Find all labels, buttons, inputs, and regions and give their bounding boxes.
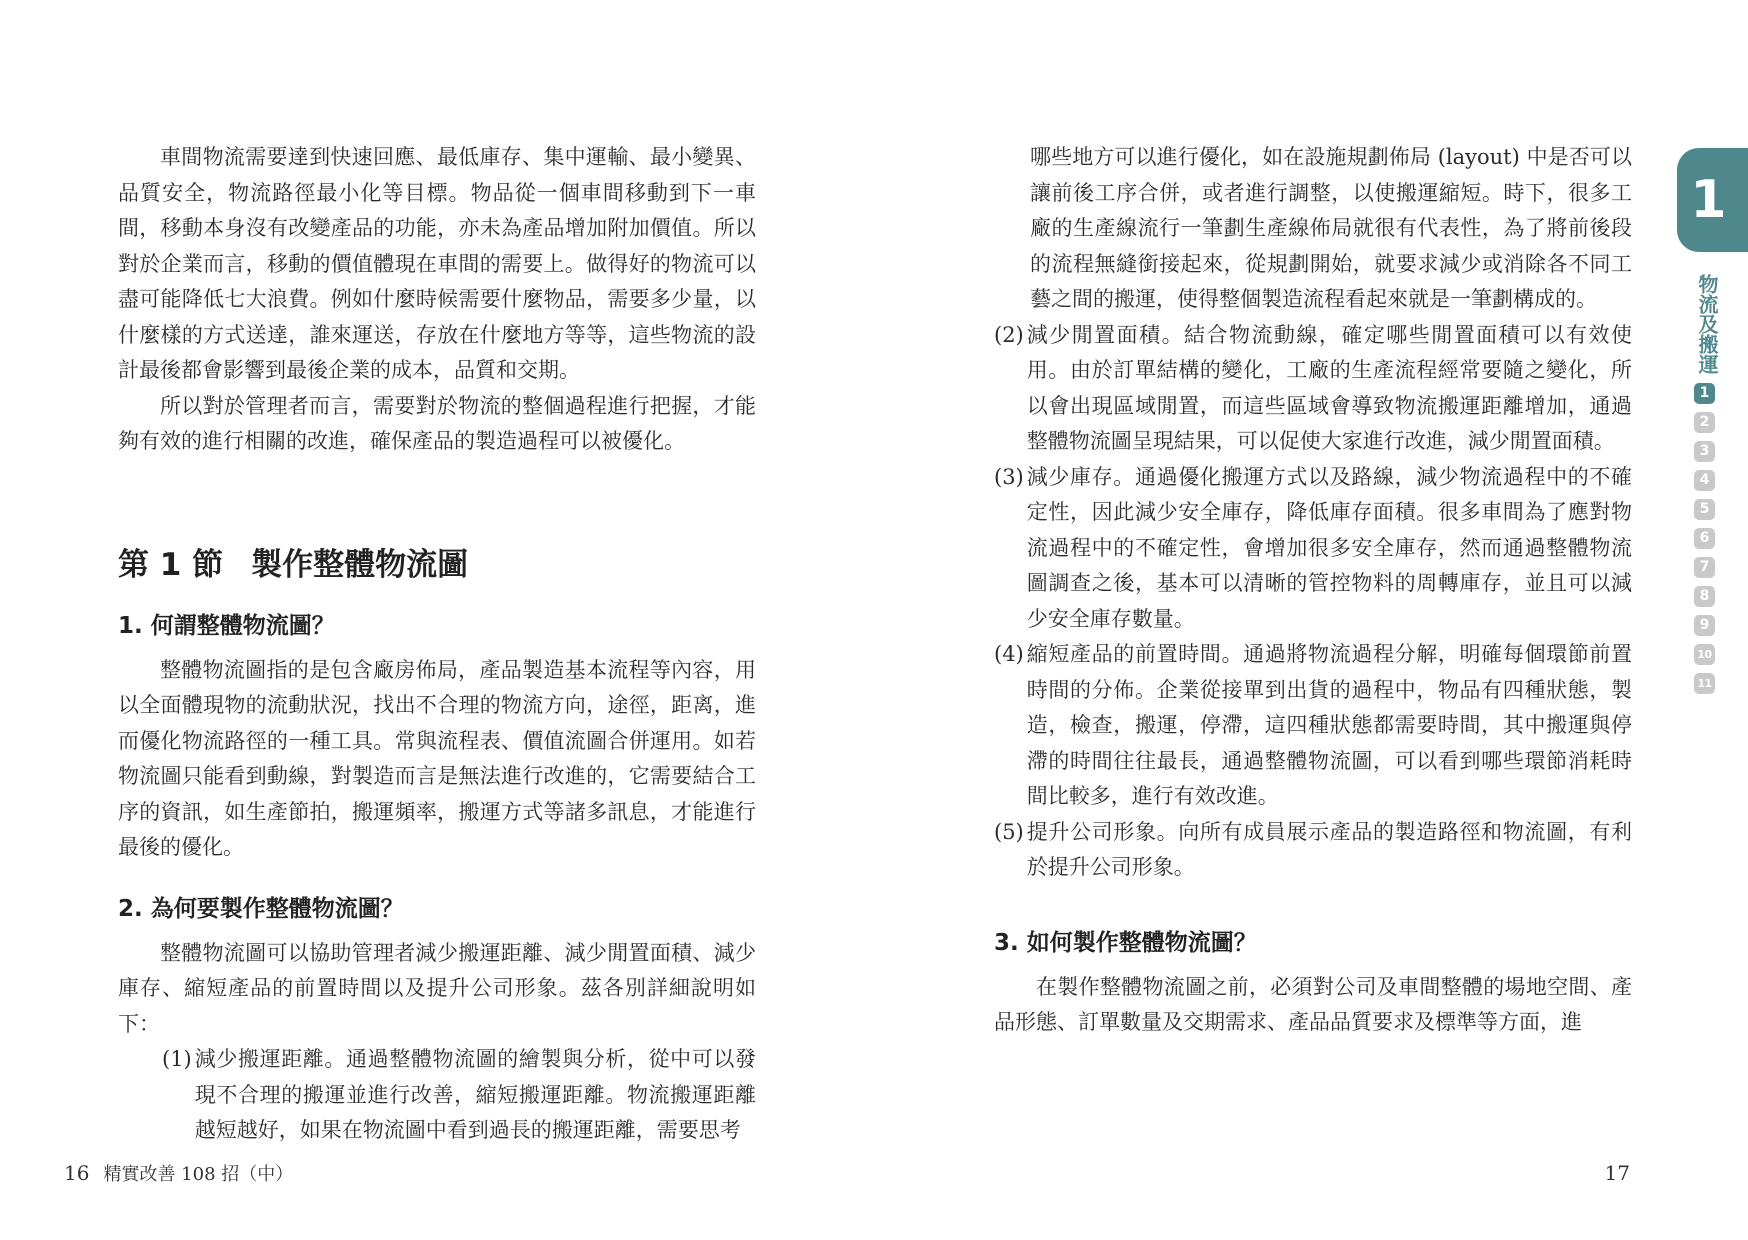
right-page-body: [994, 140, 1632, 1041]
list-item-5-text: 提升公司形象。向所有成員展示產品的製造路徑和物流圖，有利於提升公司形象。: [1026, 819, 1632, 879]
chapter-nav-item-2[interactable]: 2: [1694, 412, 1715, 433]
chapter-nav-item-8[interactable]: 8: [1694, 586, 1715, 607]
right-footer: [1605, 1161, 1630, 1185]
list-item-1: [118, 1042, 756, 1149]
chapter-nav-item-1[interactable]: 1: [1694, 383, 1715, 404]
section-heading: [118, 545, 756, 585]
chapter-nav-item-3[interactable]: 3: [1694, 441, 1715, 462]
list-item-1-continued: 哪些地方可以進行優化，如在設施規劃佈局 (layout) 中是否可以讓前後工序合併，或者進行調整，以使搬運縮短。時下，很多工廠的生產線流行一筆劃生產線佈局就很有代表性，為了將前後段的流程無縫銜接起來，從規劃開始，就要求減少或消除各不同工藝之間的搬運，使得整個製造流程看起來就是一筆劃構成的。: [1030, 145, 1632, 311]
chapter-nav-item-10[interactable]: 10: [1694, 644, 1715, 665]
right-page: [874, 0, 1748, 1240]
subsection-3-title: 3. 如何製作整體物流圖？: [994, 929, 1257, 956]
subsection-2-title: 2. 為何要製作整體物流圖？: [118, 895, 404, 922]
list-item-2-text: 減少閒置面積。結合物流動線，確定哪些閒置面積可以有效使用。由於訂單結構的變化，工廠的生產流程經常要隨之變化，所以會出現區域閒置，而這些區域會導致物流搬運距離增加，通過整體物流圖呈現結果，可以促使大家進行改進，減少閒置面積。: [1026, 322, 1632, 453]
book-title: 精實改善 108 招（中）: [103, 1164, 294, 1185]
list-item-5-number: (5): [994, 819, 1024, 844]
chapter-nav-item-4[interactable]: 4: [1694, 470, 1715, 491]
right-page-number: 17: [1604, 1161, 1630, 1185]
chapter-nav-item-6[interactable]: 6: [1694, 528, 1715, 549]
intro-paragraph-2: 所以對於管理者而言，需要對於物流的整個過程進行把握，才能夠有效的進行相關的改進，確保產品的製造過程可以被優化。: [118, 393, 756, 453]
list-item-3-text: 減少庫存。通過優化搬運方式以及路線，減少物流過程中的不確定性，因此減少安全庫存，降低庫存面積。很多車間為了應對物流過程中的不確定性，會增加很多安全庫存，然而通過整體物流圖調查之後，基本可以清晰的管控物料的周轉庫存，並且可以減少安全庫存數量。: [1026, 464, 1632, 631]
chapter-nav: [1694, 383, 1718, 702]
left-footer: [64, 1161, 293, 1187]
subsection-1-title: 1. 何謂整體物流圖？: [118, 612, 335, 639]
list-item-1-text: 減少搬運距離。通過整體物流圖的繪製與分析，從中可以發現不合理的搬運並進行改善，縮短搬運距離。物流搬運距離越短越好，如果在物流圖中看到過長的搬運距離，需要思考: [194, 1047, 756, 1142]
section-title: 製作整體物流圖: [251, 546, 469, 583]
list-item-2: [994, 318, 1632, 460]
list-item-4-number: (4): [994, 642, 1024, 666]
list-item-2-number: (2): [994, 322, 1024, 347]
chapter-label: 物流及搬運: [1695, 274, 1719, 374]
list-item-4: [994, 637, 1632, 815]
list-item-3: [994, 460, 1632, 638]
subsection-2-text: 整體物流圖可以協助管理者減少搬運距離、減少閒置面積、減少庫存、縮短產品的前置時間以及提升公司形象。茲各別詳細說明如下：: [118, 940, 756, 1036]
list-item-5: [994, 815, 1632, 886]
chapter-nav-item-5[interactable]: 5: [1694, 499, 1715, 520]
list-item-1-number: (1): [162, 1047, 192, 1071]
section-number: 第 1 節: [118, 546, 224, 583]
intro-paragraph-1: 車間物流需要達到快速回應、最低庫存、集中運輸、最小變異、品質安全，物流路徑最小化等目標。物品從一個車間移動到下一車間，移動本身沒有改變產品的功能，亦未為產品增加附加價值。所以對於企業而言，移動的價值體現在車間的需要上。做得好的物流可以盡可能降低七大浪費。例如什麼時候需要什麼物品，需要多少量，以什麼樣的方式送達，誰來運送，存放在什麼地方等等，這些物流的設計最後都會影響到最後企業的成本，品質和交期。: [118, 145, 756, 382]
chapter-tab[interactable]: 1: [1677, 148, 1748, 252]
chapter-nav-item-11[interactable]: 11: [1694, 673, 1715, 694]
list-item-3-number: (3): [994, 464, 1024, 489]
left-page-body: [118, 140, 756, 1149]
chapter-nav-item-7[interactable]: 7: [1694, 557, 1715, 578]
subsection-1-text: 整體物流圖指的是包含廠房佈局，產品製造基本流程等內容，用以全面體現物的流動狀況，找出不合理的物流方向，途徑，距离，進而優化物流路徑的一種工具。常與流程表、價值流圖合併運用。如若物流圖只能看到動線，對製造而言是無法進行改進的，它需要結合工序的資訊，如生產節拍，搬運頻率，搬運方式等諸多訊息，才能進行最後的優化。: [118, 657, 756, 859]
left-page-number: 16: [64, 1161, 90, 1185]
list-item-4-text: 縮短產品的前置時間。通過將物流過程分解，明確每個環節前置時間的分佈。企業從接單到出貨的過程中，物品有四種狀態，製造，檢查，搬運，停滯，這四種狀態都需要時間，其中搬運與停滯的時間往往最長，通過整體物流圖，可以看到哪些環節消耗時間比較多，進行有效改進。: [1026, 642, 1632, 808]
subsection-3-text: 在製作整體物流圖之前，必須對公司及車間整體的場地空間、產品形態、訂單數量及交期需求、產品品質要求及標準等方面，進: [994, 974, 1632, 1034]
chapter-nav-item-9[interactable]: 9: [1694, 615, 1715, 636]
